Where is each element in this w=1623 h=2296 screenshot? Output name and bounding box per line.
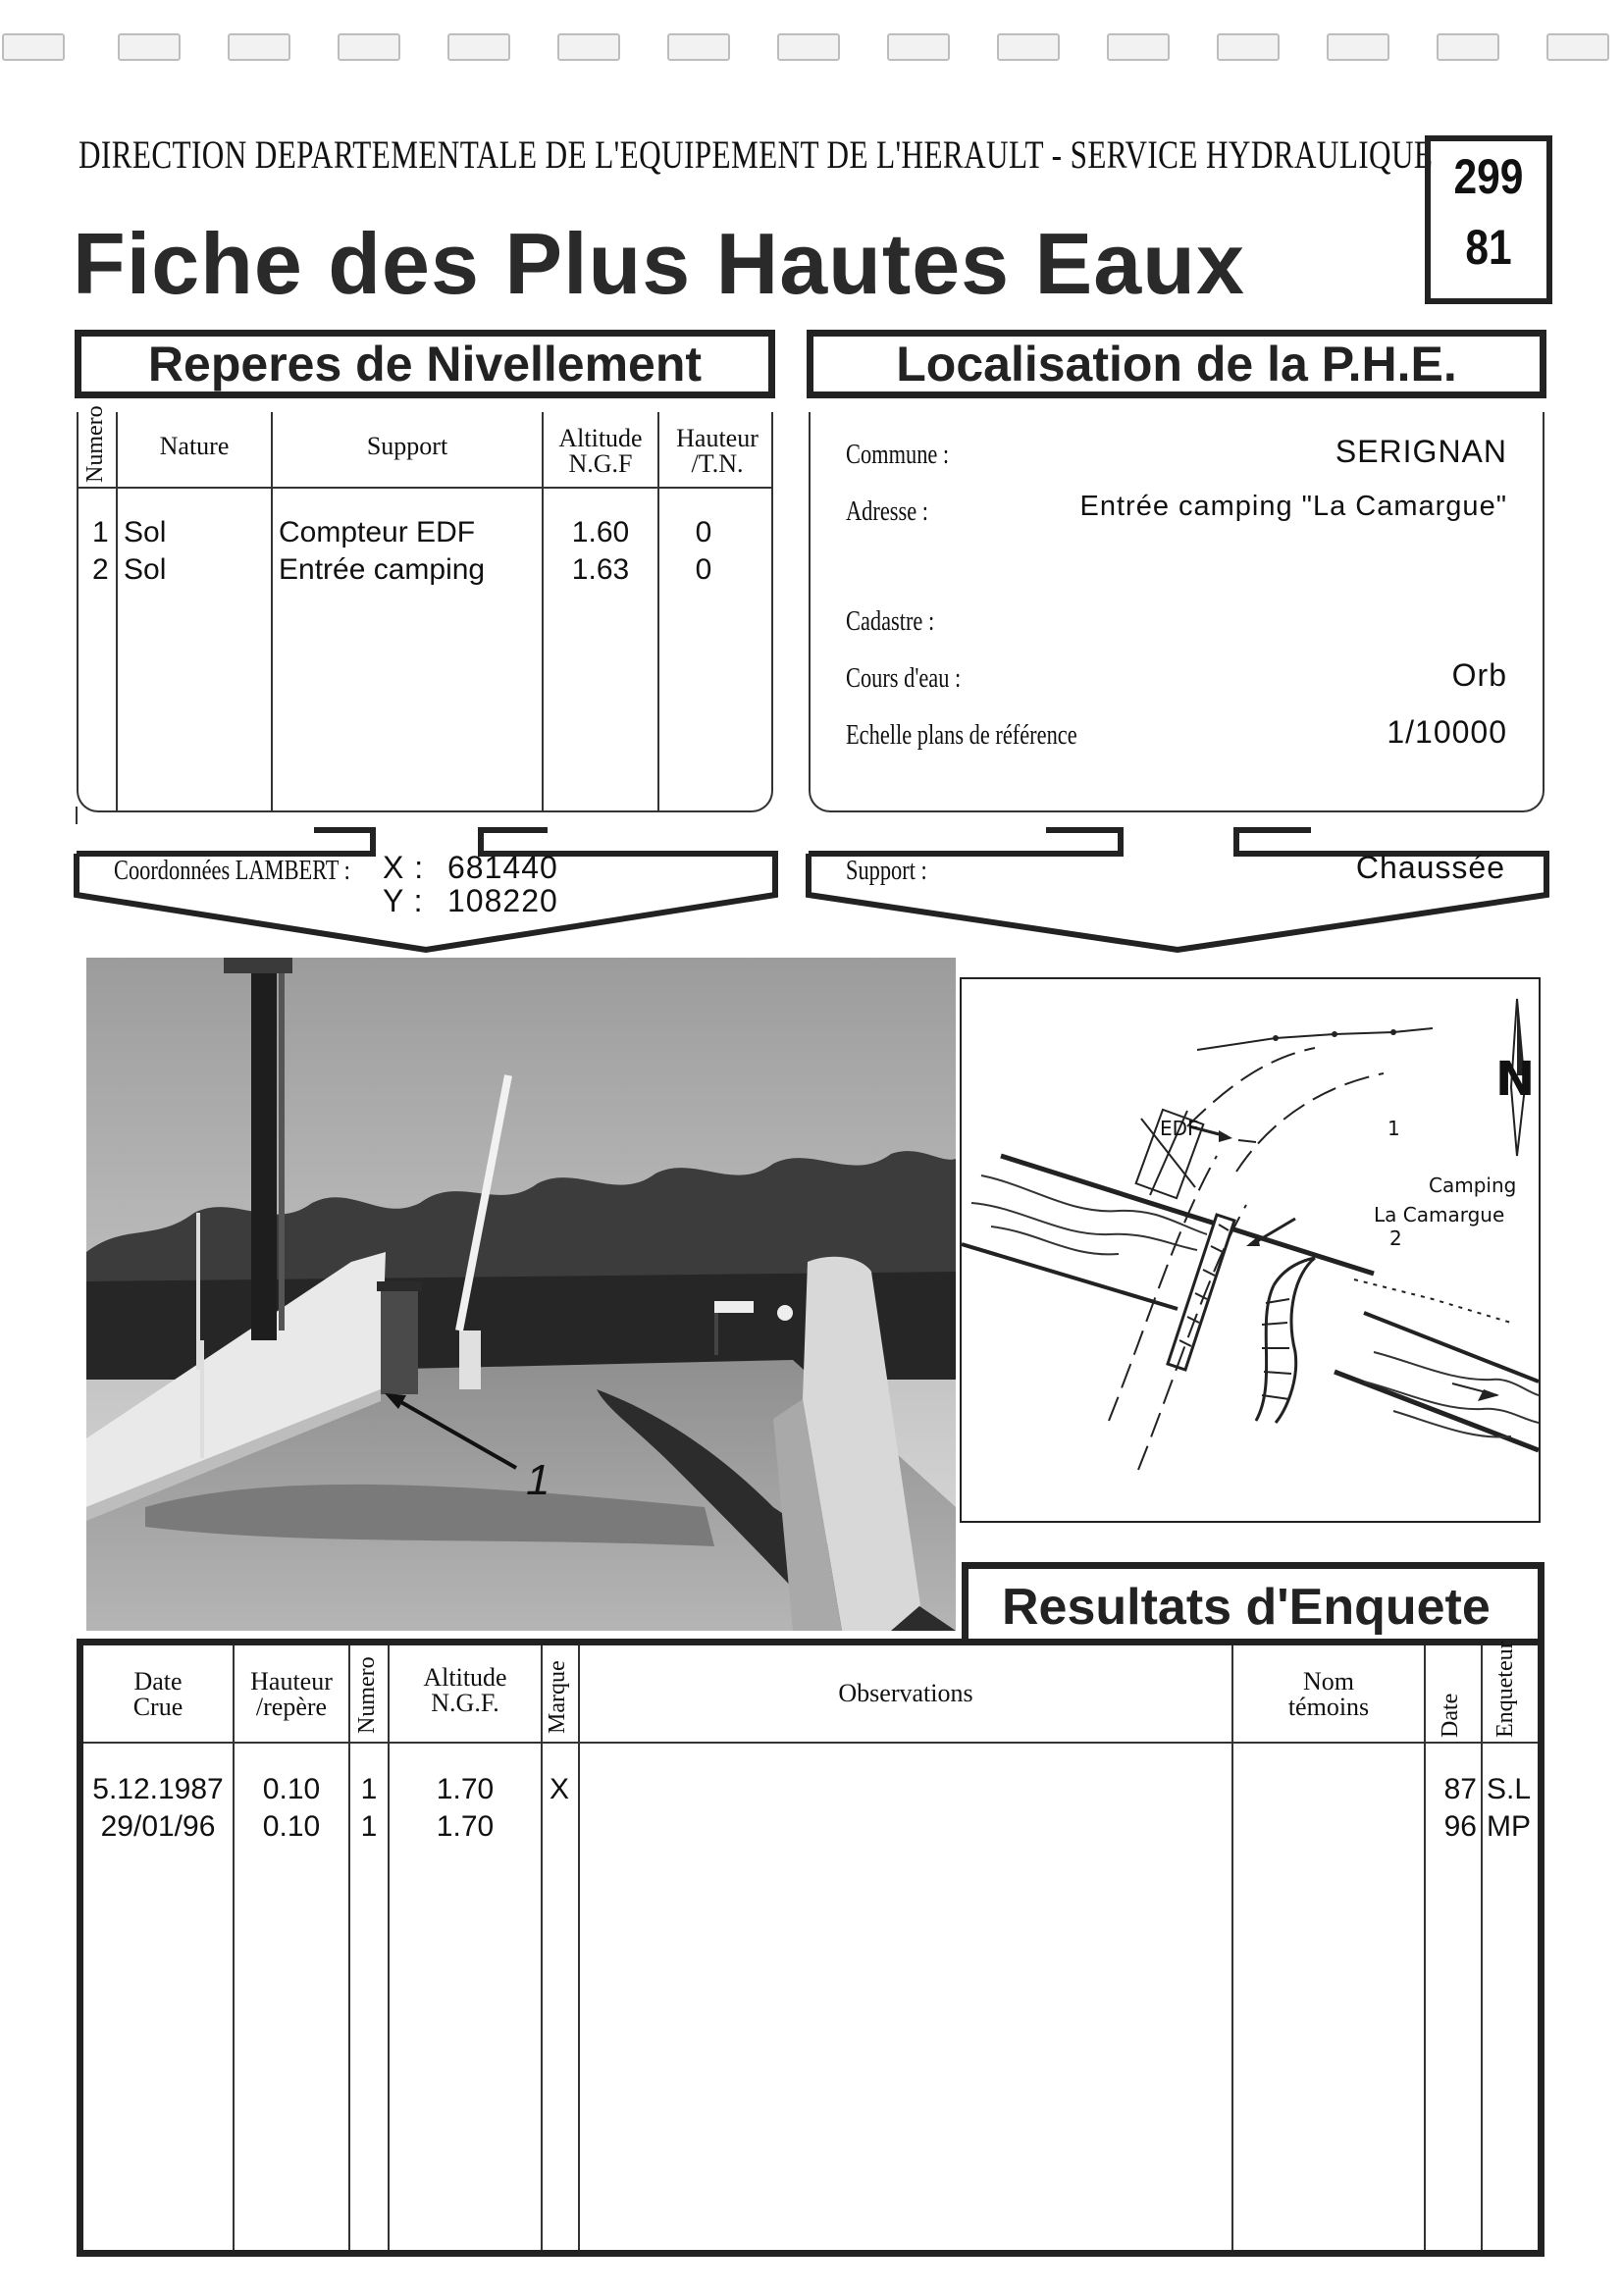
localisation-title: Localisation de la P.H.E. (807, 330, 1546, 398)
res-row-date-crue: 5.12.1987 (92, 1773, 224, 1805)
reference-box (1425, 135, 1552, 304)
map-camping-label-1: Camping (1429, 1174, 1517, 1197)
reperes-title: Reperes de Nivellement (75, 330, 775, 398)
binder-hole (1546, 33, 1609, 61)
y-label: Y : (383, 883, 424, 918)
col-nature: Nature (159, 432, 230, 460)
res-col-date-crue (83, 1669, 233, 1720)
col-altitude-line1: Altitude (558, 424, 643, 452)
support-value: Chaussée (1355, 850, 1505, 885)
res-row-altitude: 1.70 (436, 1773, 495, 1805)
res-row-enqueteur: MP (1487, 1810, 1531, 1843)
echelle-label: Echelle plans de référence (846, 720, 1077, 751)
res-col-altitude (390, 1665, 541, 1716)
reperes-row-support: Compteur EDF (279, 516, 476, 548)
col-altitude (544, 426, 657, 477)
res-col-marque: Marque (545, 1660, 570, 1734)
binder-hole (118, 33, 181, 61)
reperes-row-hauteur: 0 (695, 553, 712, 586)
x-value: 681440 (447, 850, 558, 885)
cours-eau-label: Cours d'eau : (846, 663, 962, 694)
res-row-date: 96 (1443, 1810, 1477, 1843)
map-edf-label: EDF (1160, 1117, 1199, 1140)
res-col-date: Date (1438, 1693, 1463, 1738)
support-label: Support : (846, 856, 927, 886)
cadastre-label: Cadastre : (846, 606, 935, 637)
binder-hole (1327, 33, 1389, 61)
resultats-table (77, 1639, 1544, 2257)
binder-hole (338, 33, 400, 61)
reperes-table (77, 405, 773, 812)
reference-number-top: 299 (1453, 149, 1524, 204)
cours-eau-value: Orb (1451, 657, 1507, 693)
res-row-enqueteur: S.L (1487, 1773, 1532, 1805)
binder-hole (2, 33, 65, 61)
x-label: X : (383, 850, 425, 885)
localisation-panel (809, 412, 1544, 812)
north-icon: N (1495, 1052, 1536, 1107)
res-row-numero: 1 (360, 1773, 378, 1805)
res-col-altitude-line2: N.G.F. (431, 1689, 499, 1717)
reference-number-bottom: 81 (1465, 220, 1512, 275)
reperes-row-numero: 1 (92, 516, 109, 548)
binder-hole (997, 33, 1060, 61)
map-drawing (962, 979, 1539, 1521)
adresse-label: Adresse : (846, 496, 928, 527)
col-support: Support (366, 432, 448, 460)
binder-hole (1437, 33, 1499, 61)
page-title: Fiche des Plus Hautes Eaux (73, 215, 1245, 312)
binder-hole (1217, 33, 1280, 61)
reperes-row-hauteur: 0 (695, 516, 712, 548)
binder-hole (447, 33, 510, 61)
binder-holes (0, 29, 1623, 65)
y-value: 108220 (447, 883, 558, 918)
reperes-row-nature: Sol (124, 516, 167, 548)
res-col-observations: Observations (838, 1679, 973, 1707)
map-point-2: 2 (1389, 1226, 1402, 1250)
col-hauteur-line2: /T.N. (691, 449, 744, 478)
reperes-row-numero: 2 (92, 553, 109, 586)
site-photo (86, 958, 956, 1631)
res-col-numero: Numero (354, 1656, 380, 1734)
res-row-date-crue: 29/01/96 (100, 1810, 216, 1843)
res-row-hauteur: 0.10 (262, 1773, 321, 1805)
commune-value: SERIGNAN (1335, 434, 1507, 469)
binder-hole (777, 33, 840, 61)
col-numero: Numero (82, 405, 108, 483)
reperes-row-support: Entrée camping (279, 553, 486, 586)
res-col-hauteur (235, 1669, 348, 1720)
res-col-hauteur-line2: /repère (255, 1693, 328, 1721)
map-point-1: 1 (1387, 1117, 1400, 1140)
col-altitude-line2: N.G.F (568, 449, 633, 478)
location-map (960, 977, 1541, 1523)
res-col-altitude-line1: Altitude (423, 1663, 507, 1692)
binder-hole (557, 33, 620, 61)
resultats-title: Resultats d'Enquete (962, 1562, 1544, 1641)
res-col-nom-temoins (1233, 1669, 1424, 1720)
echelle-value: 1/10000 (1387, 714, 1507, 750)
binder-hole (667, 33, 730, 61)
res-row-date: 87 (1443, 1773, 1477, 1805)
reperes-row-altitude: 1.60 (571, 516, 630, 548)
res-col-enqueteur: Enqueteur (1492, 1641, 1518, 1738)
reperes-row-altitude: 1.63 (571, 553, 630, 586)
res-row-altitude: 1.70 (436, 1810, 495, 1843)
photo-marker: 1 (526, 1456, 550, 1504)
department-header: DIRECTION DEPARTEMENTALE DE L'EQUIPEMENT DE L'HERAULT - SERVICE HYDRAULIQUE (79, 132, 1434, 177)
res-row-hauteur: 0.10 (262, 1810, 321, 1843)
commune-label: Commune : (846, 440, 950, 470)
res-col-date-crue-line1: Date (133, 1667, 183, 1696)
res-col-nom-line2: témoins (1287, 1693, 1370, 1721)
binder-hole (887, 33, 950, 61)
map-camping-label-2: La Camargue (1374, 1203, 1505, 1226)
binder-hole (1107, 33, 1170, 61)
res-row-marque: X (549, 1773, 569, 1805)
res-col-date-crue-line2: Crue (132, 1693, 183, 1721)
coordinates-label: Coordonnées LAMBERT : (114, 856, 350, 886)
res-row-numero: 1 (360, 1810, 378, 1843)
col-hauteur-line1: Hauteur (676, 424, 759, 452)
res-col-hauteur-line1: Hauteur (250, 1667, 333, 1696)
reperes-row-nature: Sol (124, 553, 167, 586)
adresse-value: Entrée camping "La Camargue" (1079, 491, 1507, 522)
res-col-nom-line1: Nom (1303, 1667, 1354, 1696)
binder-hole (228, 33, 290, 61)
col-hauteur (659, 426, 775, 477)
